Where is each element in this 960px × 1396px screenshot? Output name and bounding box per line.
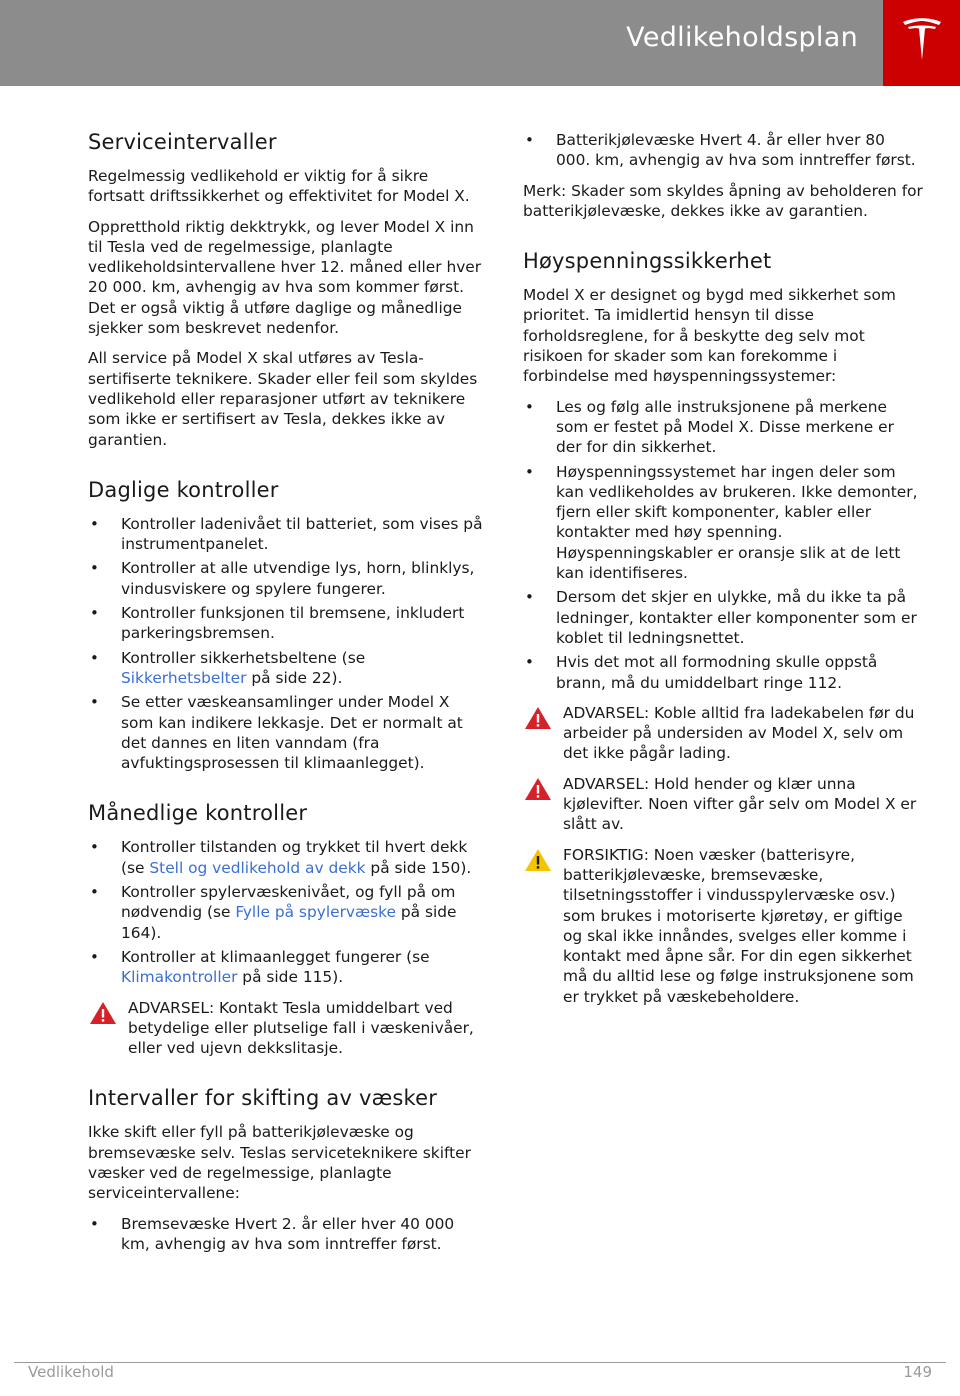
paragraph: Model X er designet og bygd med sikkerhet som prioritet. Ta imidlertid hensyn til disse forholdsreglene, for å beskytte deg selv mot risikoen for skader som kan forekomme i forbindelse med høyspenningssystemer:: [523, 286, 896, 386]
list-item-text: på side 115).: [237, 968, 344, 987]
caution-text: FORSIKTIG: Noen væsker (batterisyre, batterikjølevæske, bremsevæske, tilsetningsstoffer i vindusspylervæske osv.) som brukes i motoriserte kjøretøy, er giftige og skal ikke innåndes, svelges eller komme i kontakt med åpne sår. For din egen sikkerhet må du alltid lese og følge instruksjonene som er trykket på væskebeholdere.: [563, 845, 914, 1006]
fluid-intervals-list-continued: [523, 130, 923, 171]
caution-callout: [523, 845, 923, 1007]
list-item: [88, 947, 484, 988]
footer-divider: [14, 1362, 946, 1363]
list-item: • Høyspenningssystemet har ingen deler som kan vedlikeholdes av brukeren. Ikke demonter, fjern eller skift komponenter, kabler eller kontakter med høy spenning. Høyspenningskabler er oransje slik at de lett kan identifiseres.: [523, 462, 923, 584]
warning-text: ADVARSEL: Kontakt Tesla umiddelbart ved betydelige eller plutselige fall i væskenivåer, eller ved ujevn dekkslitasje.: [128, 998, 474, 1058]
page-number: 149: [903, 1363, 932, 1381]
list-item-text: Kontroller at klimaanlegget fungerer (se: [121, 947, 430, 966]
list-item: • Kontroller at alle utvendige lys, horn, blinklys, vindusviskere og spylere fungerer.: [88, 558, 484, 599]
paragraph: All service på Model X skal utføres av Tesla-sertifiserte teknikere. Skader eller feil som skyldes vedlikehold eller reparasjoner utført av teknikere som ikke er sertifisert av Tesla, dekkes ikke av garantien.: [88, 349, 478, 449]
warning-triangle-red-icon: [524, 777, 552, 801]
page-header-title: Vedlikeholdsplan: [626, 22, 858, 53]
warning-triangle-red-icon: [524, 706, 552, 730]
warning-callout: [88, 998, 484, 1059]
link-fylle-pa-spylervaeske[interactable]: Fylle på spylervæske: [235, 903, 396, 922]
list-item: [88, 837, 484, 878]
high-voltage-list: [523, 397, 923, 693]
warning-triangle-red-icon: [89, 1001, 117, 1025]
paragraph: Oppretthold riktig dekktrykk, og lever Model X inn til Tesla ved de regelmessige, planlagte vedlikeholdsintervallene hver 12. måned eller hver 20 000. km, avhengig av hva som kommer først. Det er også viktig å utføre daglige og månedlige sjekker som beskrevet nedenfor.: [88, 217, 482, 338]
section-title-intervaller-for-skifting-av-vaesker: Intervaller for skifting av væsker: [88, 1086, 438, 1111]
monthly-checks-list: [88, 837, 484, 987]
list-item: • Les og følg alle instruksjonene på merkene som er festet på Model X. Disse merkene er der for din sikkerhet.: [523, 397, 923, 458]
link-klimakontroller[interactable]: Klimakontroller: [121, 968, 238, 987]
note-paragraph: Merk: Skader som skyldes åpning av beholderen for batterikjølevæske, dekkes ikke av garantien.: [523, 181, 923, 220]
list-item: • Batterikjølevæske Hvert 4. år eller hver 80 000. km, avhengig av hva som inntreffer først.: [523, 130, 923, 171]
list-item: • Kontroller ladenivået til batteriet, som vises på instrumentpanelet.: [88, 514, 484, 555]
list-item-text: Kontroller spylervæskenivået, og fyll på om nødvendig (se: [121, 883, 456, 922]
warning-text: ADVARSEL: Koble alltid fra ladekabelen før du arbeider på undersiden av Model X, selv om det ikke pågår lading.: [563, 703, 915, 763]
section-title-daglige-kontroller: Daglige kontroller: [88, 477, 279, 502]
tesla-logo: [883, 0, 960, 86]
paragraph: Ikke skift eller fyll på batterikjølevæske og bremsevæske selv. Teslas serviceteknikere skifter væsker ved de regelmessige, planlagte serviceintervallene:: [88, 1123, 471, 1203]
warning-callout: [523, 703, 923, 764]
caution-triangle-yellow-icon: [524, 848, 552, 872]
tesla-logo-icon: [901, 16, 943, 66]
right-column: [523, 118, 923, 1017]
warning-callout: [523, 774, 923, 835]
list-item: [88, 648, 484, 689]
list-item: • Kontroller funksjonen til bremsene, inkludert parkeringsbremsen.: [88, 603, 484, 644]
list-item-text: på side 164).: [121, 903, 457, 942]
link-stell-og-vedlikehold-av-dekk[interactable]: Stell og vedlikehold av dekk: [149, 858, 366, 877]
list-item-text: Kontroller tilstanden og trykket til hvert dekk (se: [121, 838, 468, 877]
daily-checks-list: [88, 514, 484, 774]
list-item-text: Kontroller sikkerhetsbeltene (se: [121, 648, 366, 667]
list-item: • Se etter væskeansamlinger under Model X som kan indikere lekkasje. Det er normalt at det dannes en liten vanndam (fra avfuktingsprosessen til klimaanlegget).: [88, 692, 484, 773]
list-item-text: på side 150).: [365, 858, 472, 877]
section-title-hoyspenningssikkerhet: Høyspenningssikkerhet: [523, 249, 772, 274]
warning-text: ADVARSEL: Hold hender og klær unna kjølevifter. Noen vifter går selv om Model X er slått av.: [563, 774, 917, 834]
footer-section-name: Vedlikehold: [28, 1363, 114, 1381]
link-sikkerhetsbelter[interactable]: Sikkerhetsbelter: [121, 668, 247, 687]
left-column: [88, 118, 484, 1264]
section-title-manedlige-kontroller: Månedlige kontroller: [88, 801, 308, 826]
list-item: • Bremsevæske Hvert 2. år eller hver 40 000 km, avhengig av hva som inntreffer først.: [88, 1214, 484, 1255]
list-item: • Dersom det skjer en ulykke, må du ikke ta på ledninger, kontakter eller komponenter som er koblet til ledningsnettet.: [523, 587, 923, 648]
paragraph: Regelmessig vedlikehold er viktig for å sikre fortsatt driftssikkerhet og effektivitet for Model X.: [88, 167, 470, 206]
fluid-intervals-list: [88, 1214, 484, 1255]
section-title-serviceintervaller: Serviceintervaller: [88, 130, 277, 154]
list-item-text: på side 22).: [246, 668, 343, 687]
list-item: [88, 882, 484, 943]
list-item: • Hvis det mot all formodning skulle oppstå brann, må du umiddelbart ringe 112.: [523, 652, 923, 693]
